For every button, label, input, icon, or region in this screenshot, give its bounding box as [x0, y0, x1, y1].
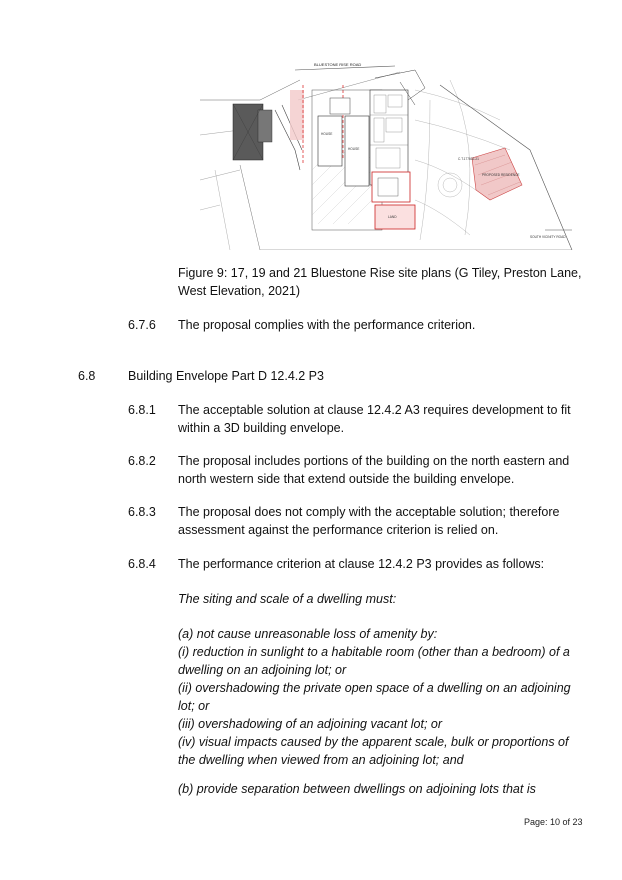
- caption-line-1: Figure 9: 17, 19 and 21 Bluestone Rise site plans (G Tiley, Preston Lane,: [178, 266, 582, 280]
- road-label: BLUESTONE RISE ROAD: [314, 62, 362, 67]
- quote-a: [178, 625, 598, 769]
- section-number: 6.8.3: [128, 505, 156, 519]
- svg-text:C.T.177602-21: C.T.177602-21: [458, 157, 479, 161]
- quote-line: lot; or: [178, 699, 210, 713]
- svg-text:LAND: LAND: [388, 215, 397, 219]
- quote-line: (a) not cause unreasonable loss of amenity by:: [178, 627, 438, 641]
- section-text: [178, 401, 598, 437]
- section-line: assessment against the performance criterion is relied on.: [178, 523, 499, 537]
- site-plan-drawing: [200, 60, 574, 250]
- page-number: Page: 10 of 23: [524, 817, 583, 827]
- quote-line: the dwelling when viewed from an adjoining lot; and: [178, 753, 464, 767]
- house-21: [345, 116, 369, 186]
- section-number: 6.8: [78, 369, 96, 383]
- section-line: north western side that extend outside the building envelope.: [178, 472, 515, 486]
- section-number: 6.7.6: [128, 318, 156, 332]
- quote-line: (iii) overshadowing of an adjoining vacant lot; or: [178, 717, 443, 731]
- section-number: 6.8.4: [128, 557, 156, 571]
- quote-b: (b) provide separation between dwellings on adjoining lots that is: [178, 782, 536, 796]
- quote-line: dwelling on an adjoining lot; or: [178, 663, 347, 677]
- section-number: 6.8.1: [128, 403, 156, 417]
- svg-text:SOUTH VICINITY ROAD: SOUTH VICINITY ROAD: [530, 235, 566, 239]
- section-heading: Building Envelope Part D 12.4.2 P3: [128, 369, 324, 383]
- svg-text:HOUSE: HOUSE: [321, 132, 333, 136]
- section-text: The proposal complies with the performance criterion.: [178, 318, 476, 332]
- site-plan-figure: [200, 60, 574, 250]
- section-text: [178, 503, 598, 539]
- quote-intro: The siting and scale of a dwelling must:: [178, 592, 397, 606]
- section-line: The proposal does not comply with the acceptable solution; therefore: [178, 505, 560, 519]
- figure-caption: [178, 264, 598, 300]
- section-line: The acceptable solution at clause 12.4.2 A3 requires development to fit: [178, 403, 571, 417]
- quote-line: (ii) overshadowing the private open space of a dwelling on an adjoining: [178, 681, 571, 695]
- section-text: The performance criterion at clause 12.4.2 P3 provides as follows:: [178, 557, 545, 571]
- quote-line: (iv) visual impacts caused by the apparent scale, bulk or proportions of: [178, 735, 569, 749]
- section-line: The proposal includes portions of the building on the north eastern and: [178, 454, 570, 468]
- caption-line-2: West Elevation, 2021): [178, 284, 301, 298]
- quote-line: (i) reduction in sunlight to a habitable room (other than a bedroom) of a: [178, 645, 570, 659]
- section-line: within a 3D building envelope.: [178, 421, 345, 435]
- section-number: 6.8.2: [128, 454, 156, 468]
- house-19: [318, 116, 342, 166]
- svg-text:PROPOSED RESIDENCE: PROPOSED RESIDENCE: [482, 173, 520, 177]
- svg-text:HOUSE: HOUSE: [348, 147, 360, 151]
- section-text: [178, 452, 598, 488]
